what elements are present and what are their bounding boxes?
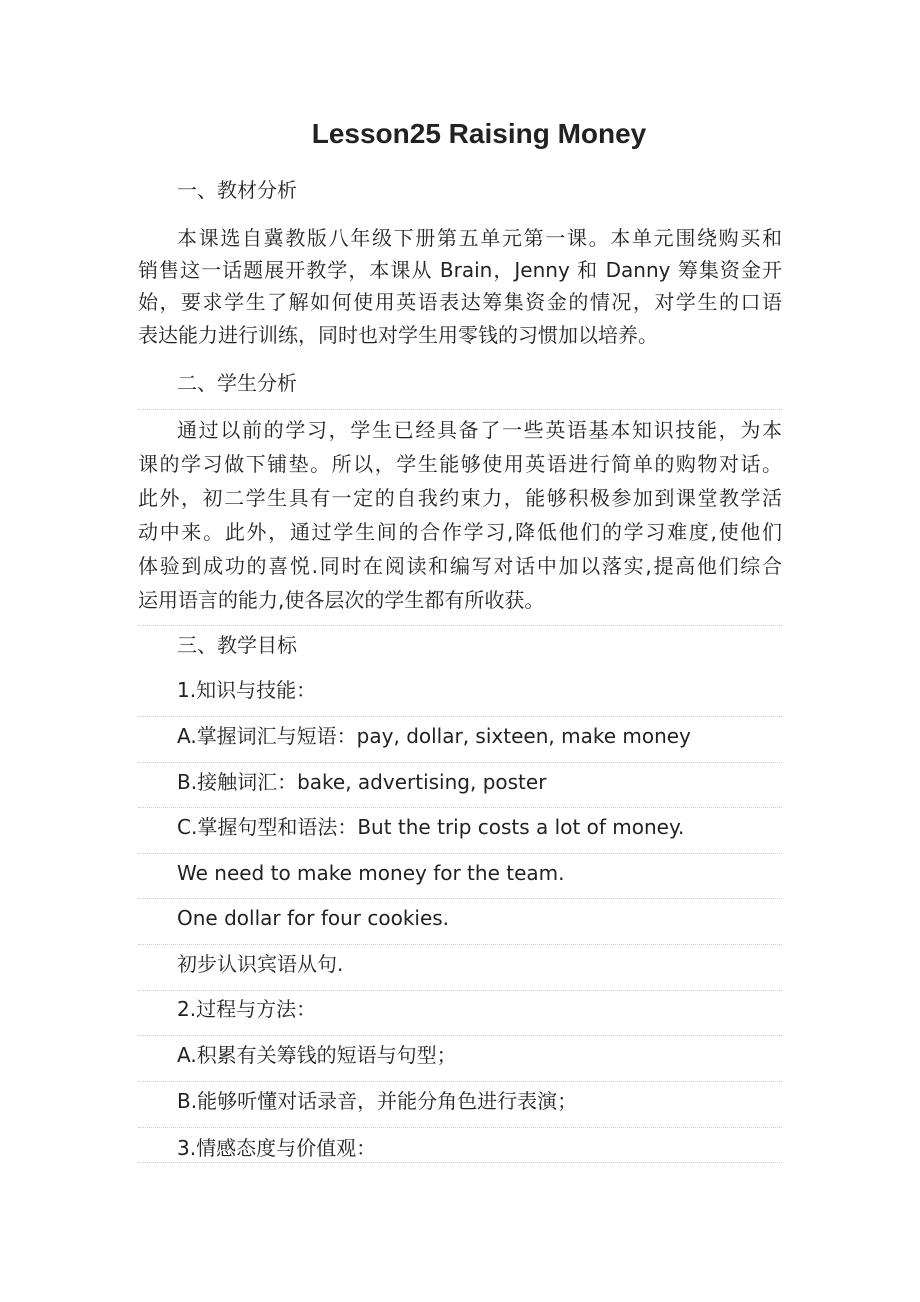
paragraph-line: 本课选自冀教版八年级下册第五单元第一课。本单元围绕购买和 — [177, 226, 782, 250]
divider — [138, 1081, 782, 1082]
paragraph-line: 课的学习做下铺垫。所以，学生能够使用英语进行简单的购物对话。 — [138, 452, 782, 476]
section-heading: 二、学生分析 — [177, 371, 297, 395]
list-item: B.接触词汇：bake, advertising, poster — [177, 770, 547, 794]
paragraph-line: 体验到成功的喜悦.同时在阅读和编写对话中加以落实,提高他们综合 — [138, 554, 782, 578]
divider — [138, 1162, 782, 1163]
divider — [138, 762, 782, 763]
divider — [138, 853, 782, 854]
list-item: One dollar for four cookies. — [177, 906, 450, 930]
list-item: 1.知识与技能： — [177, 678, 317, 702]
paragraph-line: 此外，初二学生具有一定的自我约束力，能够积极参加到课堂教学活 — [138, 486, 782, 510]
section-heading: 三、教学目标 — [177, 633, 297, 657]
document-title: Lesson25 Raising Money — [311, 118, 647, 149]
list-item: 2.过程与方法： — [177, 997, 317, 1021]
paragraph-line: 运用语言的能力,使各层次的学生都有所收获。 — [138, 588, 545, 612]
list-item: 3.情感态度与价值观： — [177, 1136, 377, 1160]
divider — [138, 716, 782, 717]
list-item: 初步认识宾语从句. — [177, 952, 344, 976]
divider — [138, 990, 782, 991]
paragraph-line: 始，要求学生了解如何使用英语表达筹集资金的情况，对学生的口语 — [138, 290, 782, 314]
list-item: A.掌握词汇与短语：pay, dollar, sixteen, make money — [177, 724, 691, 748]
paragraph-line: 动中来。此外，通过学生间的合作学习,降低他们的学习难度,使他们 — [138, 520, 782, 544]
paragraph-line: 表达能力进行训练，同时也对学生用零钱的习惯加以培养。 — [138, 323, 658, 347]
list-item: We need to make money for the team. — [177, 861, 565, 885]
paragraph-line: 销售这一话题展开教学，本课从 Brain，Jenny 和 Danny 筹集资金开 — [138, 258, 782, 282]
list-item: B.能够听懂对话录音，并能分角色进行表演； — [177, 1089, 578, 1113]
section-heading: 一、教材分析 — [177, 178, 297, 202]
list-item: C.掌握句型和语法：But the trip costs a lot of money. — [177, 815, 685, 839]
divider — [138, 409, 782, 410]
divider — [138, 807, 782, 808]
divider — [138, 1127, 782, 1128]
divider — [138, 898, 782, 899]
paragraph-line: 通过以前的学习，学生已经具备了一些英语基本知识技能，为本 — [177, 418, 782, 442]
list-item: A.积累有关筹钱的短语与句型； — [177, 1043, 457, 1067]
divider — [138, 944, 782, 945]
divider — [138, 625, 782, 626]
divider — [138, 1035, 782, 1036]
